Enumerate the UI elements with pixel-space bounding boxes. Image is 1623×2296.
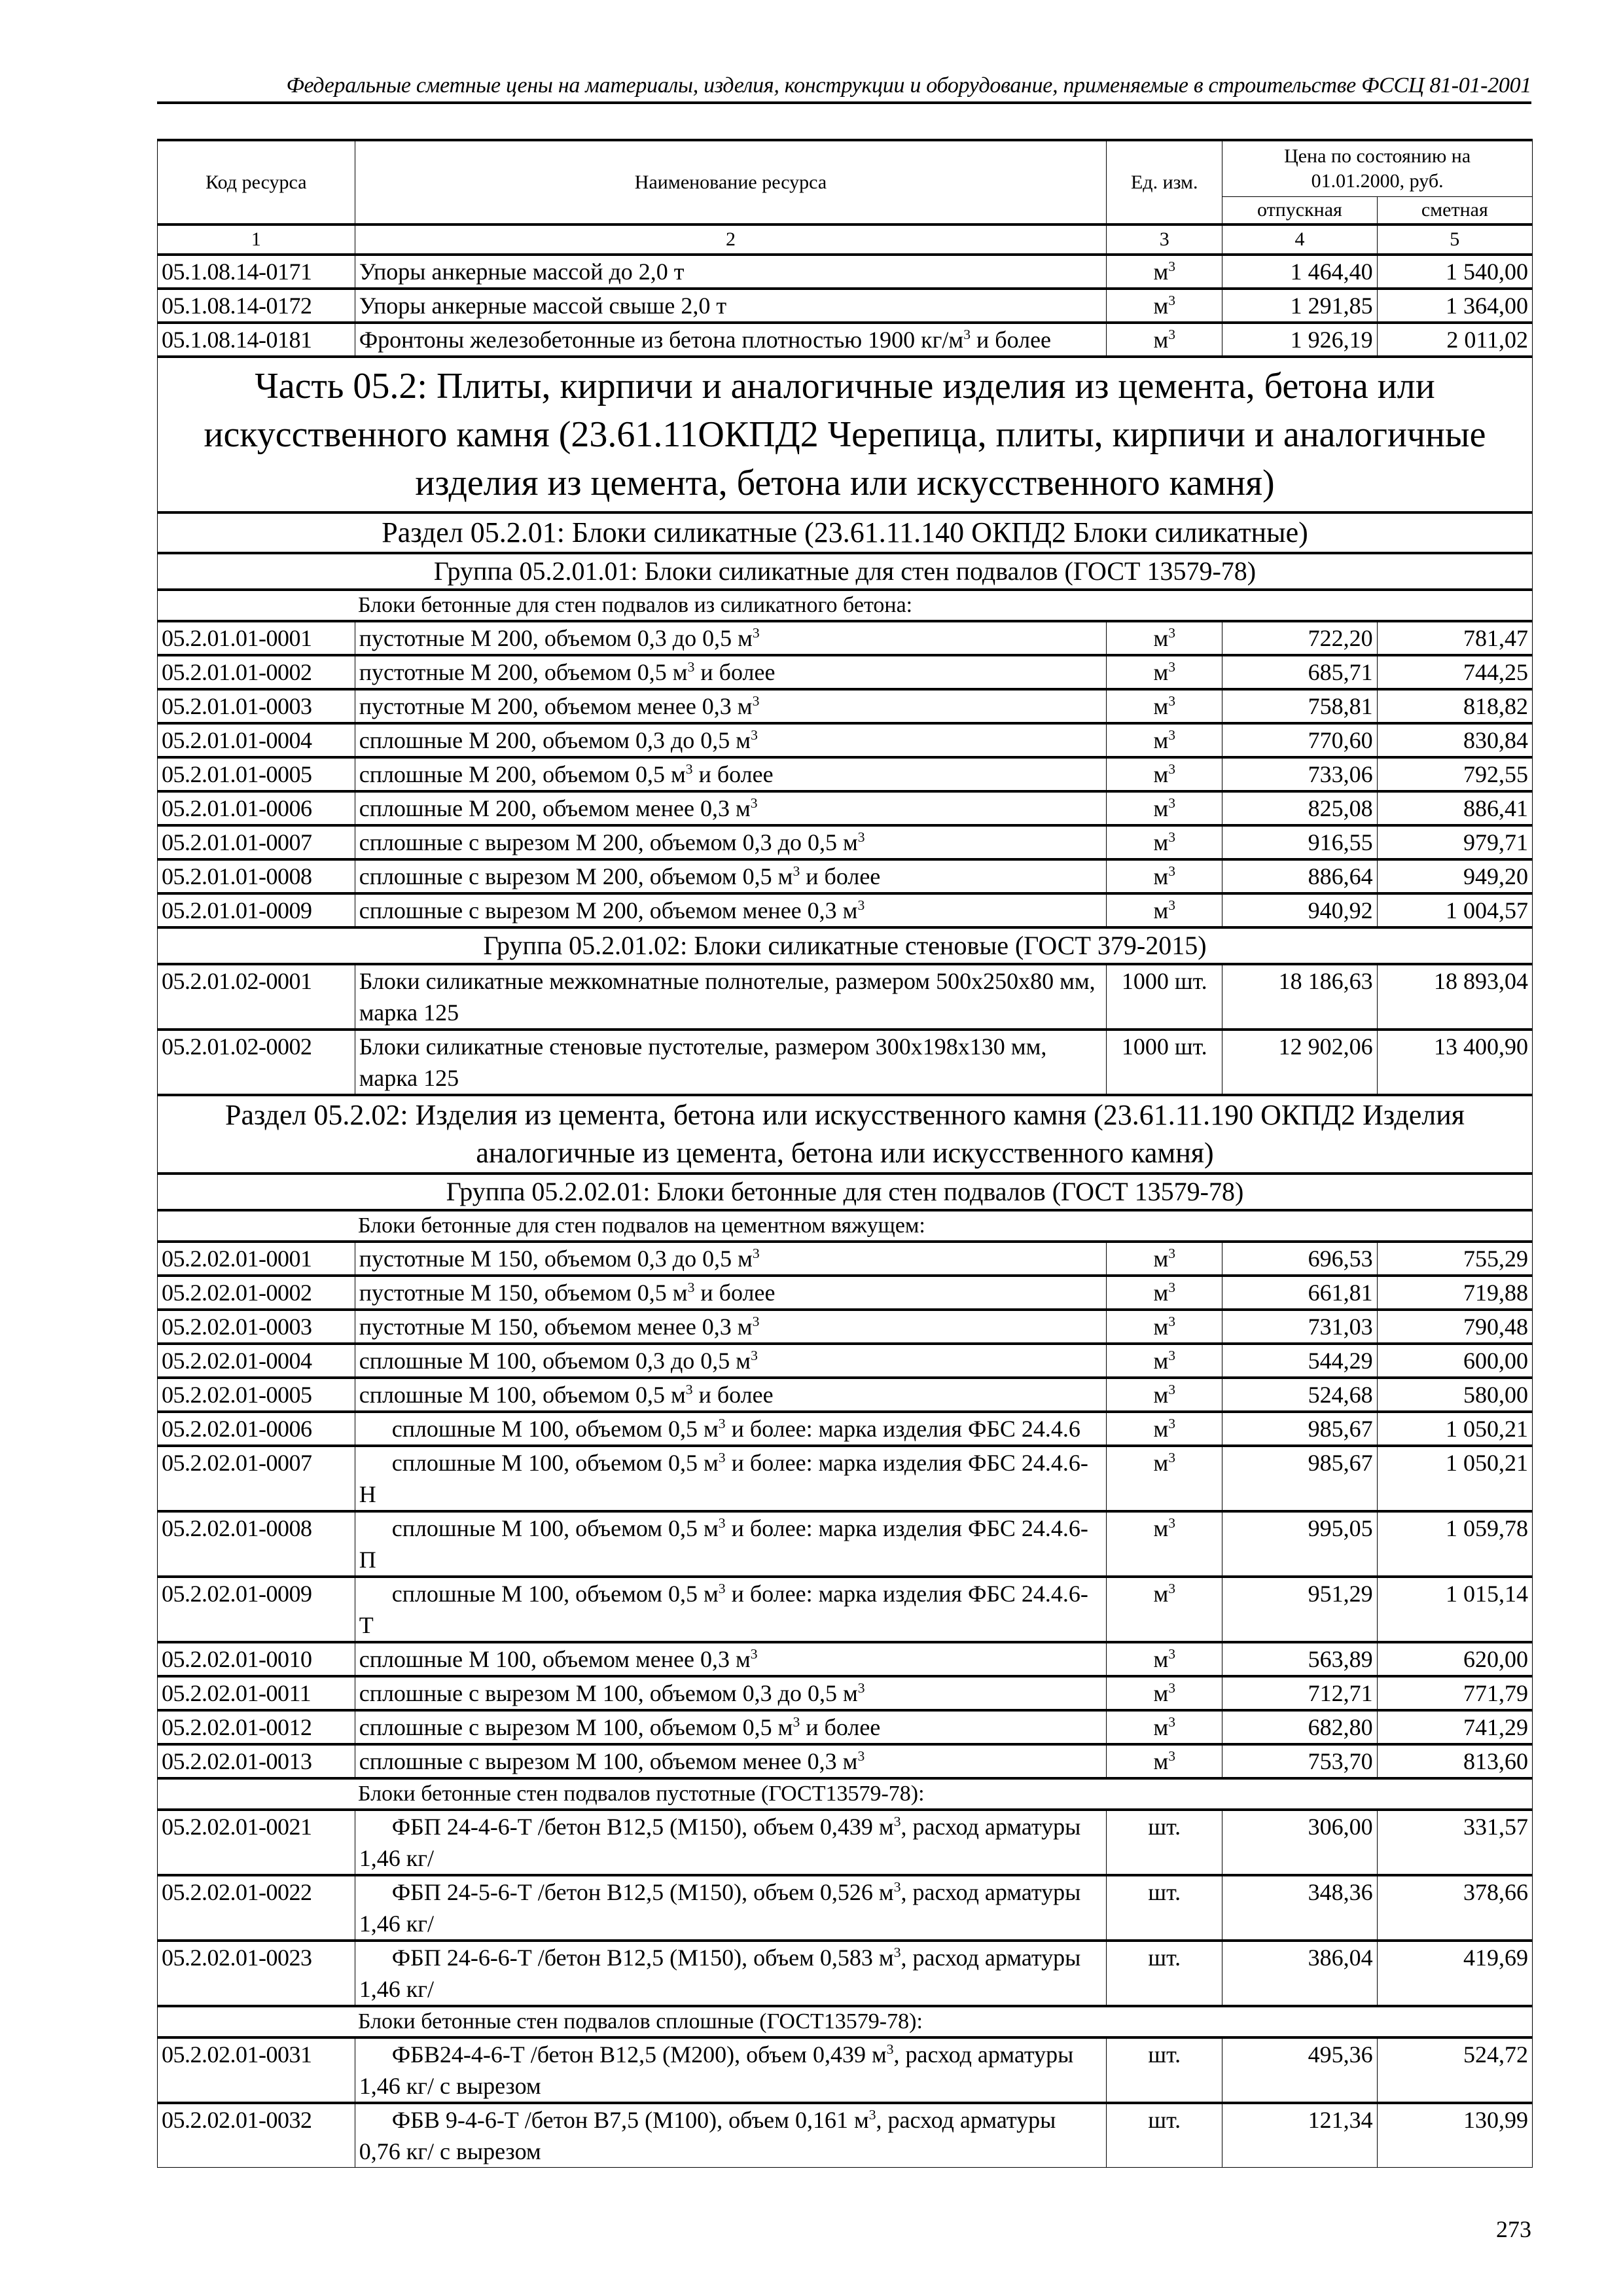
price-release: 722,20 <box>1222 621 1377 655</box>
price-estimate: 781,47 <box>1377 621 1532 655</box>
unit: $м^3$ <box>1107 1744 1222 1778</box>
price-estimate: 1 004,57 <box>1377 893 1532 927</box>
group-title-row <box>158 1174 1533 1210</box>
table-body <box>158 255 1533 2168</box>
price-estimate: 830,84 <box>1377 723 1532 757</box>
column-number: 3 <box>1107 224 1222 255</box>
unit: $м^3$ <box>1107 723 1222 757</box>
unit: $м^3$ <box>1107 825 1222 859</box>
price-estimate: 741,29 <box>1377 1710 1532 1744</box>
section-title-row <box>158 512 1533 553</box>
price-estimate: 331,57 <box>1377 1810 1532 1875</box>
resource-code: 05.2.02.01-0031 <box>158 2037 355 2103</box>
resource-code: 05.2.02.01-0032 <box>158 2103 355 2168</box>
price-release: 12 902,06 <box>1222 1030 1377 1095</box>
resource-name: сплошные с вырезом М 100, объемом 0,5 $м^3$ и более <box>355 1710 1107 1744</box>
table-row <box>158 1810 1533 1875</box>
header-unit: Ед. изм. <box>1107 140 1222 224</box>
resource-name: сплошные с вырезом М 100, объемом 0,3 до 0,5 $м^3$ <box>355 1676 1107 1710</box>
resource-name: пустотные М 150, объемом менее 0,3 $м^3$ <box>355 1310 1107 1344</box>
price-release: 733,06 <box>1222 757 1377 791</box>
price-estimate: 771,79 <box>1377 1676 1532 1710</box>
resource-code: 05.2.01.01-0007 <box>158 825 355 859</box>
group-title: Группа 05.2.01.01: Блоки силикатные для стен подвалов (ГОСТ 13579-78) <box>158 553 1533 590</box>
table-row <box>158 1310 1533 1344</box>
price-release: 1 926,19 <box>1222 323 1377 357</box>
price-release: 682,80 <box>1222 1710 1377 1744</box>
subheading: Блоки бетонные для стен подвалов на цементном вяжущем: <box>158 1210 1533 1242</box>
resource-name: Блоки силикатные стеновые пустотелые, размером 300х198х130 мм, марка 125 <box>355 1030 1107 1095</box>
price-estimate: 13 400,90 <box>1377 1030 1532 1095</box>
resource-code: 05.2.01.01-0004 <box>158 723 355 757</box>
price-release: 916,55 <box>1222 825 1377 859</box>
table-row <box>158 255 1533 289</box>
unit: $м^3$ <box>1107 621 1222 655</box>
resource-name: пустотные М 150, объемом 0,5 $м^3$ и более <box>355 1276 1107 1310</box>
resource-code: 05.2.01.02-0001 <box>158 964 355 1030</box>
price-release: 985,67 <box>1222 1412 1377 1446</box>
unit: $м^3$ <box>1107 1710 1222 1744</box>
resource-name: Фронтоны железобетонные из бетона плотностью 1900 $кг/м^3$ и более <box>355 323 1107 357</box>
price-estimate: 620,00 <box>1377 1642 1532 1676</box>
column-number: 2 <box>355 224 1107 255</box>
group-title-row <box>158 927 1533 964</box>
price-release: 495,36 <box>1222 2037 1377 2103</box>
table-row <box>158 1378 1533 1412</box>
price-estimate: 524,72 <box>1377 2037 1532 2103</box>
table-header <box>158 140 1533 255</box>
resource-name: сплошные с вырезом М 200, объемом 0,3 до 0,5 $м^3$ <box>355 825 1107 859</box>
price-estimate: 719,88 <box>1377 1276 1532 1310</box>
running-header: Федеральные сметные цены на материалы, изделия, конструкции и оборудование, применяемые в строительстве ФССЦ 81-01-2001 <box>286 73 1531 98</box>
column-number: 5 <box>1377 224 1532 255</box>
resource-name: сплошные М 200, объемом менее 0,3 $м^3$ <box>355 791 1107 825</box>
resource-code: 05.2.02.01-0004 <box>158 1344 355 1378</box>
table-row <box>158 1344 1533 1378</box>
resource-name: сплошные М 200, объемом 0,5 $м^3$ и более <box>355 757 1107 791</box>
price-estimate: 790,48 <box>1377 1310 1532 1344</box>
resource-name: ФБП 24-4-6-Т /бетон В12,5 (М150), объем 0,439 $м^3$, расход арматуры 1,46 кг/ <box>355 1810 1107 1875</box>
price-estimate: 886,41 <box>1377 791 1532 825</box>
unit: шт. <box>1107 2037 1222 2103</box>
price-estimate: 744,25 <box>1377 655 1532 689</box>
price-release: 685,71 <box>1222 655 1377 689</box>
part-title: Часть 05.2: Плиты, кирпичи и аналогичные изделия из цемента, бетона или искусственного камня (23.61.11ОКПД2 Черепица, плиты, кирпичи и аналогичные изделия из цемента, бетона или искусственного камня) <box>158 357 1533 512</box>
section-title: Раздел 05.2.02: Изделия из цемента, бетона или искусственного камня (23.61.11.190 ОКПД2 Изделия аналогичные из цемента, бетона или искусственного камня) <box>158 1095 1533 1174</box>
price-release: 886,64 <box>1222 859 1377 893</box>
price-release: 121,34 <box>1222 2103 1377 2168</box>
unit: шт. <box>1107 1875 1222 1941</box>
unit: $м^3$ <box>1107 655 1222 689</box>
table-row <box>158 1276 1533 1310</box>
table-row <box>158 964 1533 1030</box>
table-row <box>158 1710 1533 1744</box>
resource-code: 05.2.02.01-0012 <box>158 1710 355 1744</box>
price-release: 661,81 <box>1222 1276 1377 1310</box>
table-row <box>158 859 1533 893</box>
price-estimate: 1 050,21 <box>1377 1412 1532 1446</box>
price-estimate: 2 011,02 <box>1377 323 1532 357</box>
resource-code: 05.2.01.01-0005 <box>158 757 355 791</box>
resource-name: сплошные М 100, объемом менее 0,3 $м^3$ <box>355 1642 1107 1676</box>
resource-code: 05.2.02.01-0001 <box>158 1242 355 1276</box>
price-estimate: 580,00 <box>1377 1378 1532 1412</box>
price-estimate: 813,60 <box>1377 1744 1532 1778</box>
unit: $м^3$ <box>1107 689 1222 723</box>
resource-name: сплошные с вырезом М 200, объемом 0,5 $м^3$ и более <box>355 859 1107 893</box>
table-row <box>158 2103 1533 2168</box>
group-title-row <box>158 553 1533 590</box>
table-row <box>158 289 1533 323</box>
resource-code: 05.1.08.14-0171 <box>158 255 355 289</box>
unit: $м^3$ <box>1107 1276 1222 1310</box>
table-row <box>158 757 1533 791</box>
price-estimate: 1 364,00 <box>1377 289 1532 323</box>
resource-code: 05.2.01.01-0003 <box>158 689 355 723</box>
table-row <box>158 1030 1533 1095</box>
price-estimate: 18 893,04 <box>1377 964 1532 1030</box>
subheading: Блоки бетонные для стен подвалов из силикатного бетона: <box>158 590 1533 621</box>
subheading-row <box>158 1210 1533 1242</box>
price-estimate: 600,00 <box>1377 1344 1532 1378</box>
resource-name: сплошные М 100, объемом 0,3 до 0,5 $м^3$ <box>355 1344 1107 1378</box>
unit: $м^3$ <box>1107 893 1222 927</box>
table-row <box>158 1744 1533 1778</box>
column-number: 1 <box>158 224 355 255</box>
price-release: 770,60 <box>1222 723 1377 757</box>
resource-code: 05.2.02.01-0021 <box>158 1810 355 1875</box>
header-rule <box>157 101 1531 104</box>
subheading: Блоки бетонные стен подвалов пустотные (ГОСТ13579-78): <box>158 1778 1533 1810</box>
resource-name: сплошные М 100, объемом 0,5 $м^3$ и более: марка изделия ФБС 24.4.6-П <box>355 1511 1107 1577</box>
part-title-row <box>158 357 1533 512</box>
resource-code: 05.2.01.01-0001 <box>158 621 355 655</box>
header-code: Код ресурса <box>158 140 355 224</box>
unit: $м^3$ <box>1107 1642 1222 1676</box>
unit: $м^3$ <box>1107 859 1222 893</box>
price-release: 712,71 <box>1222 1676 1377 1710</box>
price-release: 563,89 <box>1222 1642 1377 1676</box>
resource-code: 05.1.08.14-0172 <box>158 289 355 323</box>
resource-name: сплошные М 100, объемом 0,5 $м^3$ и более: марка изделия ФБС 24.4.6-Н <box>355 1446 1107 1511</box>
resource-name: сплошные с вырезом М 200, объемом менее 0,3 $м^3$ <box>355 893 1107 927</box>
resource-name: сплошные М 100, объемом 0,5 $м^3$ и более <box>355 1378 1107 1412</box>
unit: шт. <box>1107 1941 1222 2006</box>
section-title: Раздел 05.2.01: Блоки силикатные (23.61.11.140 ОКПД2 Блоки силикатные) <box>158 512 1533 553</box>
resource-code: 05.2.02.01-0013 <box>158 1744 355 1778</box>
column-number: 4 <box>1222 224 1377 255</box>
price-estimate: 818,82 <box>1377 689 1532 723</box>
price-release: 524,68 <box>1222 1378 1377 1412</box>
price-release: 348,36 <box>1222 1875 1377 1941</box>
table-row <box>158 893 1533 927</box>
price-release: 1 464,40 <box>1222 255 1377 289</box>
table-row <box>158 1676 1533 1710</box>
unit: $м^3$ <box>1107 1676 1222 1710</box>
table-row <box>158 723 1533 757</box>
resource-code: 05.2.02.01-0008 <box>158 1511 355 1577</box>
subheading-row <box>158 1778 1533 1810</box>
price-release: 753,70 <box>1222 1744 1377 1778</box>
header-name: Наименование ресурса <box>355 140 1107 224</box>
table-row <box>158 621 1533 655</box>
price-release: 731,03 <box>1222 1310 1377 1344</box>
table-row <box>158 323 1533 357</box>
resource-name: ФБП 24-5-6-Т /бетон В12,5 (М150), объем 0,526 $м^3$, расход арматуры 1,46 кг/ <box>355 1875 1107 1941</box>
price-release: 985,67 <box>1222 1446 1377 1511</box>
price-release: 1 291,85 <box>1222 289 1377 323</box>
resource-code: 05.2.02.01-0010 <box>158 1642 355 1676</box>
header-price-release: отпускная <box>1222 197 1377 225</box>
unit: $м^3$ <box>1107 1344 1222 1378</box>
table-row <box>158 655 1533 689</box>
unit: 1000 шт. <box>1107 1030 1222 1095</box>
resource-code: 05.2.01.02-0002 <box>158 1030 355 1095</box>
resource-code: 05.2.01.01-0002 <box>158 655 355 689</box>
unit: $м^3$ <box>1107 757 1222 791</box>
price-release: 758,81 <box>1222 689 1377 723</box>
resource-name: ФБВ24-4-6-Т /бетон В12,5 (М200), объем 0,439 $м^3$, расход арматуры 1,46 кг/ с вырезом <box>355 2037 1107 2103</box>
unit: $м^3$ <box>1107 1446 1222 1511</box>
resource-name: пустотные М 200, объемом 0,3 до 0,5 $м^3$ <box>355 621 1107 655</box>
unit: $м^3$ <box>1107 1412 1222 1446</box>
price-estimate: 1 540,00 <box>1377 255 1532 289</box>
resource-name: сплошные М 100, объемом 0,5 $м^3$ и более: марка изделия ФБС 24.4.6 <box>355 1412 1107 1446</box>
resource-code: 05.2.01.01-0008 <box>158 859 355 893</box>
price-release: 306,00 <box>1222 1810 1377 1875</box>
table-row <box>158 689 1533 723</box>
price-table <box>157 139 1533 2168</box>
unit: шт. <box>1107 2103 1222 2168</box>
subheading: Блоки бетонные стен подвалов сплошные (ГОСТ13579-78): <box>158 2006 1533 2037</box>
table-row <box>158 1577 1533 1642</box>
resource-code: 05.2.02.01-0009 <box>158 1577 355 1642</box>
resource-code: 05.2.02.01-0003 <box>158 1310 355 1344</box>
unit: 1000 шт. <box>1107 964 1222 1030</box>
table-row <box>158 1412 1533 1446</box>
price-release: 544,29 <box>1222 1344 1377 1378</box>
resource-code: 05.1.08.14-0181 <box>158 323 355 357</box>
price-release: 825,08 <box>1222 791 1377 825</box>
group-title: Группа 05.2.01.02: Блоки силикатные стеновые (ГОСТ 379-2015) <box>158 927 1533 964</box>
header-price-estimate: сметная <box>1377 197 1532 225</box>
unit: $м^3$ <box>1107 323 1222 357</box>
table-row <box>158 1875 1533 1941</box>
resource-name: ФБП 24-6-6-Т /бетон В12,5 (М150), объем 0,583 $м^3$, расход арматуры 1,46 кг/ <box>355 1941 1107 2006</box>
table-row <box>158 1941 1533 2006</box>
price-estimate: 130,99 <box>1377 2103 1532 2168</box>
resource-name: сплошные с вырезом М 100, объемом менее 0,3 $м^3$ <box>355 1744 1107 1778</box>
unit: $м^3$ <box>1107 1577 1222 1642</box>
resource-name: сплошные М 100, объемом 0,5 $м^3$ и более: марка изделия ФБС 24.4.6-Т <box>355 1577 1107 1642</box>
resource-code: 05.2.02.01-0006 <box>158 1412 355 1446</box>
unit: $м^3$ <box>1107 1242 1222 1276</box>
price-estimate: 979,71 <box>1377 825 1532 859</box>
page-number: 273 <box>1496 2216 1531 2242</box>
header-price-group: Цена по состоянию на 01.01.2000, руб. <box>1222 140 1533 197</box>
table-row <box>158 1242 1533 1276</box>
price-estimate: 378,66 <box>1377 1875 1532 1941</box>
unit: $м^3$ <box>1107 1310 1222 1344</box>
subheading-row <box>158 2006 1533 2037</box>
price-estimate: 755,29 <box>1377 1242 1532 1276</box>
price-release: 951,29 <box>1222 1577 1377 1642</box>
column-numbers-row <box>158 224 1533 255</box>
price-estimate: 1 015,14 <box>1377 1577 1532 1642</box>
resource-code: 05.2.01.01-0006 <box>158 791 355 825</box>
price-release: 696,53 <box>1222 1242 1377 1276</box>
resource-name: Блоки силикатные межкомнатные полнотелые, размером 500х250х80 мм, марка 125 <box>355 964 1107 1030</box>
price-release: 386,04 <box>1222 1941 1377 2006</box>
resource-name: сплошные М 200, объемом 0,3 до 0,5 $м^3$ <box>355 723 1107 757</box>
resource-name: пустотные М 150, объемом 0,3 до 0,5 $м^3$ <box>355 1242 1107 1276</box>
table-row <box>158 825 1533 859</box>
unit: $м^3$ <box>1107 255 1222 289</box>
resource-code: 05.2.02.01-0023 <box>158 1941 355 2006</box>
subheading-row <box>158 590 1533 621</box>
price-estimate: 1 050,21 <box>1377 1446 1532 1511</box>
resource-code: 05.2.02.01-0002 <box>158 1276 355 1310</box>
price-estimate: 1 059,78 <box>1377 1511 1532 1577</box>
resource-code: 05.2.02.01-0007 <box>158 1446 355 1511</box>
table-row <box>158 791 1533 825</box>
price-estimate: 949,20 <box>1377 859 1532 893</box>
unit: $м^3$ <box>1107 1511 1222 1577</box>
price-release: 940,92 <box>1222 893 1377 927</box>
resource-code: 05.2.02.01-0022 <box>158 1875 355 1941</box>
price-estimate: 419,69 <box>1377 1941 1532 2006</box>
resource-name: Упоры анкерные массой до 2,0 т <box>355 255 1107 289</box>
unit: шт. <box>1107 1810 1222 1875</box>
table-row <box>158 1642 1533 1676</box>
group-title: Группа 05.2.02.01: Блоки бетонные для стен подвалов (ГОСТ 13579-78) <box>158 1174 1533 1210</box>
resource-code: 05.2.02.01-0005 <box>158 1378 355 1412</box>
price-release: 18 186,63 <box>1222 964 1377 1030</box>
price-estimate: 792,55 <box>1377 757 1532 791</box>
table-row <box>158 1446 1533 1511</box>
resource-name: Упоры анкерные массой свыше 2,0 т <box>355 289 1107 323</box>
unit: $м^3$ <box>1107 1378 1222 1412</box>
unit: $м^3$ <box>1107 289 1222 323</box>
section-title-row <box>158 1095 1533 1174</box>
price-release: 995,05 <box>1222 1511 1377 1577</box>
resource-code: 05.2.01.01-0009 <box>158 893 355 927</box>
unit: $м^3$ <box>1107 791 1222 825</box>
resource-name: пустотные М 200, объемом 0,5 $м^3$ и более <box>355 655 1107 689</box>
resource-name: ФБВ 9-4-6-Т /бетон В7,5 (М100), объем 0,161 $м^3$, расход арматуры 0,76 кг/ с вырезом <box>355 2103 1107 2168</box>
resource-code: 05.2.02.01-0011 <box>158 1676 355 1710</box>
resource-name: пустотные М 200, объемом менее 0,3 $м^3$ <box>355 689 1107 723</box>
table-row <box>158 2037 1533 2103</box>
table-row <box>158 1511 1533 1577</box>
